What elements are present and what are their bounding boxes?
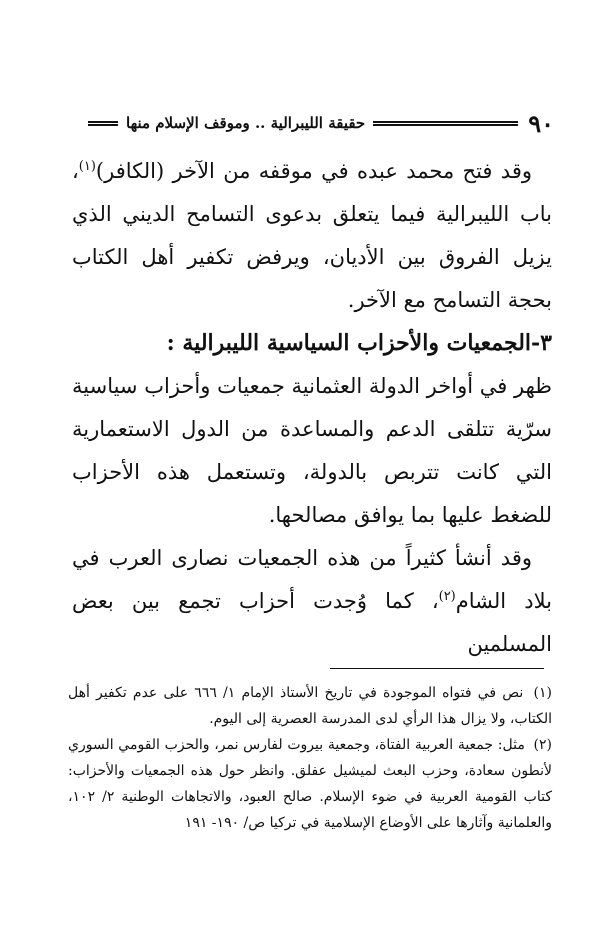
footnote-ref-2: (٢) bbox=[438, 589, 456, 604]
paragraph-1 bbox=[72, 150, 552, 322]
footnote-1-number: (١) bbox=[533, 685, 552, 701]
section-heading: ٣-الجمعيات والأحزاب السياسية الليبرالية : bbox=[166, 330, 552, 356]
paragraph-1-rest: ، باب الليبرالية فيما يتعلق بدعوى التسامح الديني الذي يزيل الفروق بين الأديان، ويرفض تكفير أهل الكتاب بحجة التسامح مع الآخر. bbox=[72, 159, 552, 312]
footnote-1-text: نص في فتواه الموجودة في تاريخ الأستاذ الإمام ١/ ٦٦٦ على عدم تكفير أهل الكتاب، ولا يزال هذا الرأي لدى المدرسة العصرية إلى اليوم. bbox=[68, 685, 552, 727]
footnote-1 bbox=[68, 680, 552, 732]
running-title: حقيقة الليبرالية .. وموقف الإسلام منها bbox=[126, 114, 366, 132]
body-text bbox=[72, 150, 552, 666]
page-number: ٩٠ bbox=[528, 108, 554, 138]
paragraph-3-rest: ، كما وُجدت أحزاب تجمع بين بعض المسلمين bbox=[72, 589, 552, 656]
paragraph-1-text: وقد فتح محمد عبده في موقفه من الآخر (الكافر) bbox=[95, 159, 532, 183]
footnote-2 bbox=[68, 732, 552, 836]
paragraph-2: ظهر في أواخر الدولة العثمانية جمعيات وأحزاب سياسية سرّية تتلقى الدعم والمساعدة من الدول الاستعمارية التي كانت تتربص بالدولة، وتستعمل هذه الأحزاب للضغط عليها بما يوافق مصالحها. bbox=[72, 374, 552, 527]
footnote-2-number: (٢) bbox=[533, 737, 553, 753]
paragraph-3 bbox=[72, 537, 552, 666]
page-header bbox=[88, 106, 554, 140]
paragraph-3-text: وقد أنشأ كثيراً من هذه الجمعيات نصارى العرب في بلاد الشام bbox=[72, 546, 552, 613]
header-rule-end bbox=[88, 121, 118, 126]
footnote-separator bbox=[330, 668, 544, 669]
header-rule bbox=[373, 121, 518, 126]
footnote-2-text: مثل: جمعية العربية الفتاة، وجمعية بيروت لفارس نمر، والحزب القومي السوري لأنطون سعادة، وحزب البعث لميشيل عفلق. وانظر حول هذه الجمعيات والأحزاب: كتاب القومية العربية في ضوء الإسلام. صالح العبود، والاتجاهات الوطنية ٢/ ١٠٢، والعلمانية وآثارها على الأوضاع الإسلامية في تركيا ص/ ١٩٠- ١٩١ bbox=[68, 737, 552, 831]
footnotes bbox=[68, 680, 552, 836]
footnote-ref-1: (١) bbox=[78, 159, 96, 174]
